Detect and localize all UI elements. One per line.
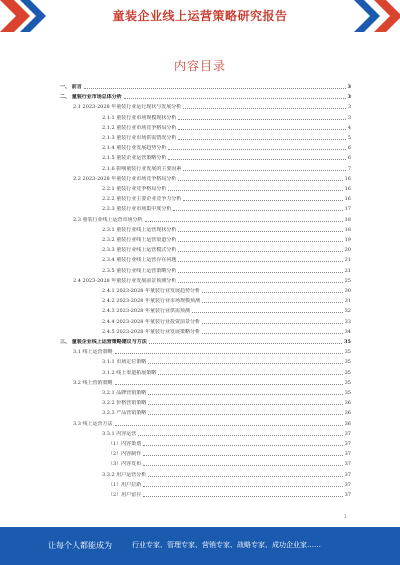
toc-entry-page: 3 <box>347 84 351 90</box>
toc-entry-page: 36 <box>344 400 351 407</box>
toc-leader-dots <box>143 455 342 456</box>
toc-entry[interactable] <box>102 186 351 193</box>
toc-entry-page: 37 <box>344 441 351 447</box>
toc-entry-label: 2.1.5 童装企业运营策略分析 <box>102 155 167 162</box>
toc-entry-label: 3.2.1 品牌营销策略 <box>102 390 147 396</box>
toc-entry-label: 3.3.2 用户运营分析 <box>102 471 147 478</box>
toc-entry-label: 2.3.2 童装行业线上运营渠道分析 <box>102 237 177 243</box>
toc-leader-dots <box>173 210 342 211</box>
toc-entry-label: 2.2.2 童装行业主要企业竞争力分析 <box>102 196 182 203</box>
toc-leader-dots <box>202 323 343 324</box>
toc-entry-page: 16 <box>344 196 351 203</box>
toc-entry-label: （1）用户拉新 <box>108 481 142 488</box>
toc-entry-page: 7 <box>347 165 351 172</box>
toc-entry[interactable] <box>102 431 351 438</box>
toc-leader-dots <box>145 221 343 222</box>
toc-entry[interactable] <box>60 339 351 346</box>
toc-entry-label: 2.3.1 童装行业线上运营现状分析 <box>102 226 177 233</box>
toc-entry-label: 2.1.6 影响童装行业发展的主要因素 <box>102 165 182 172</box>
toc-entry-label: 3.2.2 价格营销策略 <box>102 400 147 407</box>
toc-entry-label: 2.1.2 童装行业市场竞争格局分析 <box>102 124 177 131</box>
toc-leader-dots <box>143 465 342 466</box>
toc-entry[interactable] <box>102 196 351 203</box>
toc-entry-label: 2.1.1 童装行业市场规模现状分析 <box>102 114 177 121</box>
toc-leader-dots <box>178 129 345 130</box>
toc-entry[interactable] <box>102 359 351 366</box>
toc-entry-label: 2.4.4 2023-2028 年童装行业投资前景分析 <box>102 318 201 325</box>
toc-entry-label: 2.4 2023-2028 年童装行业发展前景预测分析 <box>73 277 177 284</box>
toc-entry-label: 2.1.4 童装行业发展趋势分析 <box>102 145 167 152</box>
toc-entry[interactable] <box>102 247 351 254</box>
toc-entry-page: 16 <box>344 175 351 182</box>
toc-entry-label: 3.2 线上营销策略 <box>73 379 113 386</box>
toc-entry-label: 2.1 2023-2028 年童装行业运行现状与发展分析 <box>73 104 182 111</box>
toc-entry-page: 35 <box>344 349 351 356</box>
toc-leader-dots <box>202 333 343 334</box>
toc-entry[interactable] <box>102 125 351 132</box>
toc-entry[interactable] <box>108 482 351 489</box>
toc-leader-dots <box>178 272 342 273</box>
toc-entry-label: 2.4.2 2023-2028 年童装行业市场规模预测 <box>102 298 201 305</box>
toc-leader-dots <box>178 231 342 232</box>
toc-entry[interactable] <box>108 461 351 468</box>
toc-entry[interactable] <box>102 257 351 264</box>
toc-leader-dots <box>178 282 342 283</box>
toc-entry[interactable] <box>102 370 351 377</box>
toc-entry-page: 37 <box>344 461 351 468</box>
toc-entry[interactable] <box>102 268 351 275</box>
toc-leader-dots <box>143 496 342 497</box>
toc-entry-page: 3 <box>347 114 351 121</box>
page-number: 1 <box>344 514 347 519</box>
toc-entry[interactable] <box>102 308 351 315</box>
toc-entry[interactable] <box>102 206 351 213</box>
footer-roles: 行业专家、管理专家、营销专家、战略专家、成功企业家…… <box>132 541 321 549</box>
toc-entry-page: 37 <box>344 451 351 458</box>
toc-leader-dots <box>124 98 346 99</box>
toc-entry-page: 37 <box>344 430 351 437</box>
toc-leader-dots <box>148 476 342 477</box>
toc-entry-page: 19 <box>344 237 351 243</box>
toc-entry-label: 2.4.1 2023-2028 年童装行业发展趋势分析 <box>102 288 201 294</box>
footer-slogan: 让每个人都能成为 <box>48 541 112 550</box>
toc-entry[interactable] <box>73 349 351 356</box>
toc-entry[interactable] <box>102 237 351 244</box>
toc-leader-dots <box>168 149 345 150</box>
toc-entry-label: 一、 前言 <box>60 84 82 90</box>
toc-entry-label: （2）用户留存 <box>108 492 142 498</box>
toc-entry[interactable] <box>102 145 351 152</box>
toc-leader-dots <box>84 88 346 89</box>
toc-entry[interactable] <box>60 94 351 101</box>
toc-entry-page: 6 <box>347 145 351 152</box>
toc-entry-page: 37 <box>344 481 351 488</box>
toc-entry[interactable] <box>102 410 351 417</box>
toc-entry-page: 35 <box>344 369 351 376</box>
toc-entry-label: （3）内容发布 <box>108 461 142 468</box>
toc-leader-dots <box>158 374 342 375</box>
toc-entry[interactable] <box>102 288 351 295</box>
toc-entry-label: 二、 童装行业市场总体分析 <box>60 94 122 101</box>
toc-entry-page: 35 <box>344 339 351 345</box>
toc-leader-dots <box>168 159 345 160</box>
toc-leader-dots <box>178 241 342 242</box>
toc-entry-label: 2.2.1 童装行业竞争格局分析 <box>102 186 167 192</box>
toc-leader-dots <box>202 292 343 293</box>
toc-leader-dots <box>148 414 342 415</box>
toc-entry-label: （1）内容策划 <box>108 441 142 447</box>
toc-leader-dots <box>192 312 343 313</box>
toc-entry-label: 2.4.5 2023-2028 年童装行业发展策略分析 <box>102 328 201 335</box>
toc-entry-label: 3.1.1 市场定位策略 <box>102 359 147 366</box>
toc-entry[interactable] <box>73 421 351 428</box>
toc-leader-dots <box>115 425 343 426</box>
toc-leader-dots <box>148 363 342 364</box>
toc-entry[interactable] <box>73 176 351 183</box>
toc-entry-label: 三、 童装企业线上运营策略建议与方法 <box>60 339 147 345</box>
toc-leader-dots <box>178 261 342 262</box>
toc-entry[interactable] <box>60 84 351 91</box>
toc-leader-dots <box>143 445 342 446</box>
toc-leader-dots <box>115 384 343 385</box>
toc-entry-page: 3 <box>347 104 351 111</box>
toc-leader-dots <box>178 119 345 120</box>
toc-entry-page: 35 <box>344 390 351 396</box>
toc-entry-label: 2.1.3 童装行业市场供需情况分析 <box>102 135 177 141</box>
toc-leader-dots <box>149 343 342 344</box>
toc-leader-dots <box>138 435 342 436</box>
toc-entry[interactable] <box>102 115 351 122</box>
toc-entry[interactable] <box>108 492 351 499</box>
toc-entry[interactable] <box>108 451 351 458</box>
toc-entry[interactable] <box>102 400 351 407</box>
toc-entry-label: 3.1.2 线上渠道拓展策略 <box>102 369 157 376</box>
toc-entry-page: 30 <box>344 288 351 294</box>
footer-banner <box>0 527 400 565</box>
toc-entry-label: 2.3 童装行业线上运营市场分析 <box>73 216 143 223</box>
toc-entry-page: 32 <box>344 308 351 315</box>
toc-heading: 内容目录 <box>173 59 226 73</box>
toc-entry[interactable] <box>73 278 351 285</box>
toc-leader-dots <box>148 404 342 405</box>
toc-entry-label: 3.1 线上运营策略 <box>73 349 113 356</box>
report-header <box>0 0 400 32</box>
toc-entry-page: 18 <box>344 216 351 223</box>
toc-entry-label: 2.3.4 童装行业线上运营存在问题 <box>102 257 177 264</box>
toc-entry-page: 34 <box>344 328 351 335</box>
toc-entry-page: 18 <box>344 226 351 233</box>
toc-entry-label: 3.3.1 内容运营 <box>102 430 137 437</box>
toc-entry[interactable] <box>102 329 351 336</box>
toc-leader-dots <box>183 200 342 201</box>
toc-entry-page: 4 <box>347 124 351 131</box>
toc-entry-label: 2.2.3 童装行业市场集中度分析 <box>102 206 172 213</box>
toc-entry-page: 31 <box>344 298 351 305</box>
toc-leader-dots <box>143 486 342 487</box>
table-of-contents <box>60 84 351 504</box>
toc-leader-dots <box>178 180 342 181</box>
toc-entry-page: 33 <box>344 318 351 325</box>
toc-leader-dots <box>183 108 346 109</box>
header-chevron-right-decoration <box>346 0 400 32</box>
toc-entry-label: 2.2 2023-2028 年童装行业市场竞争格局分析 <box>73 175 177 182</box>
toc-entry-page: 16 <box>344 186 351 192</box>
toc-entry-page: 3 <box>347 94 351 101</box>
toc-entry-label: 3.2.3 产品营销策略 <box>102 410 147 417</box>
report-title: 童装企业线上运营策略研究报告 <box>112 9 288 23</box>
toc-entry-page: 5 <box>347 135 351 141</box>
toc-leader-dots <box>202 302 343 303</box>
toc-entry[interactable] <box>108 441 351 448</box>
toc-leader-dots <box>178 251 342 252</box>
toc-entry[interactable] <box>102 227 351 234</box>
toc-entry-page: 37 <box>344 471 351 478</box>
toc-entry[interactable] <box>102 298 351 305</box>
toc-entry[interactable] <box>102 319 351 326</box>
toc-entry-page: 6 <box>347 155 351 162</box>
toc-entry-page: 35 <box>344 379 351 386</box>
toc-entry-label: 2.3.3 童装行业线上运营模式分析 <box>102 247 177 254</box>
toc-entry-page: 21 <box>344 257 351 264</box>
toc-entry[interactable] <box>102 166 351 173</box>
toc-entry-page: 20 <box>344 247 351 254</box>
toc-entry[interactable] <box>102 390 351 397</box>
toc-entry[interactable] <box>73 217 351 224</box>
toc-entry-label: （2）内容制作 <box>108 451 142 458</box>
toc-entry-page: 25 <box>344 277 351 284</box>
toc-entry-page: 37 <box>344 492 351 498</box>
toc-entry-page: 35 <box>344 359 351 366</box>
toc-entry-page: 17 <box>344 206 351 213</box>
toc-entry-label: 3.3 线上运营方法 <box>73 420 113 427</box>
toc-leader-dots <box>168 190 342 191</box>
toc-entry-page: 36 <box>344 410 351 417</box>
toc-entry-page: 36 <box>344 420 351 427</box>
toc-leader-dots <box>115 353 343 354</box>
toc-entry[interactable] <box>102 472 351 479</box>
toc-entry[interactable] <box>102 135 351 142</box>
toc-entry-label: 2.4.3 2023-2028 年童装行业供需预测 <box>102 308 191 315</box>
toc-entry-page: 21 <box>344 267 351 274</box>
toc-entry[interactable] <box>73 380 351 387</box>
toc-leader-dots <box>183 170 345 171</box>
toc-entry-label: 2.3.5 童装行业线上运营策略分析 <box>102 267 177 274</box>
toc-leader-dots <box>178 139 345 140</box>
toc-leader-dots <box>148 394 342 395</box>
toc-entry[interactable] <box>73 104 351 111</box>
toc-entry[interactable] <box>102 155 351 162</box>
